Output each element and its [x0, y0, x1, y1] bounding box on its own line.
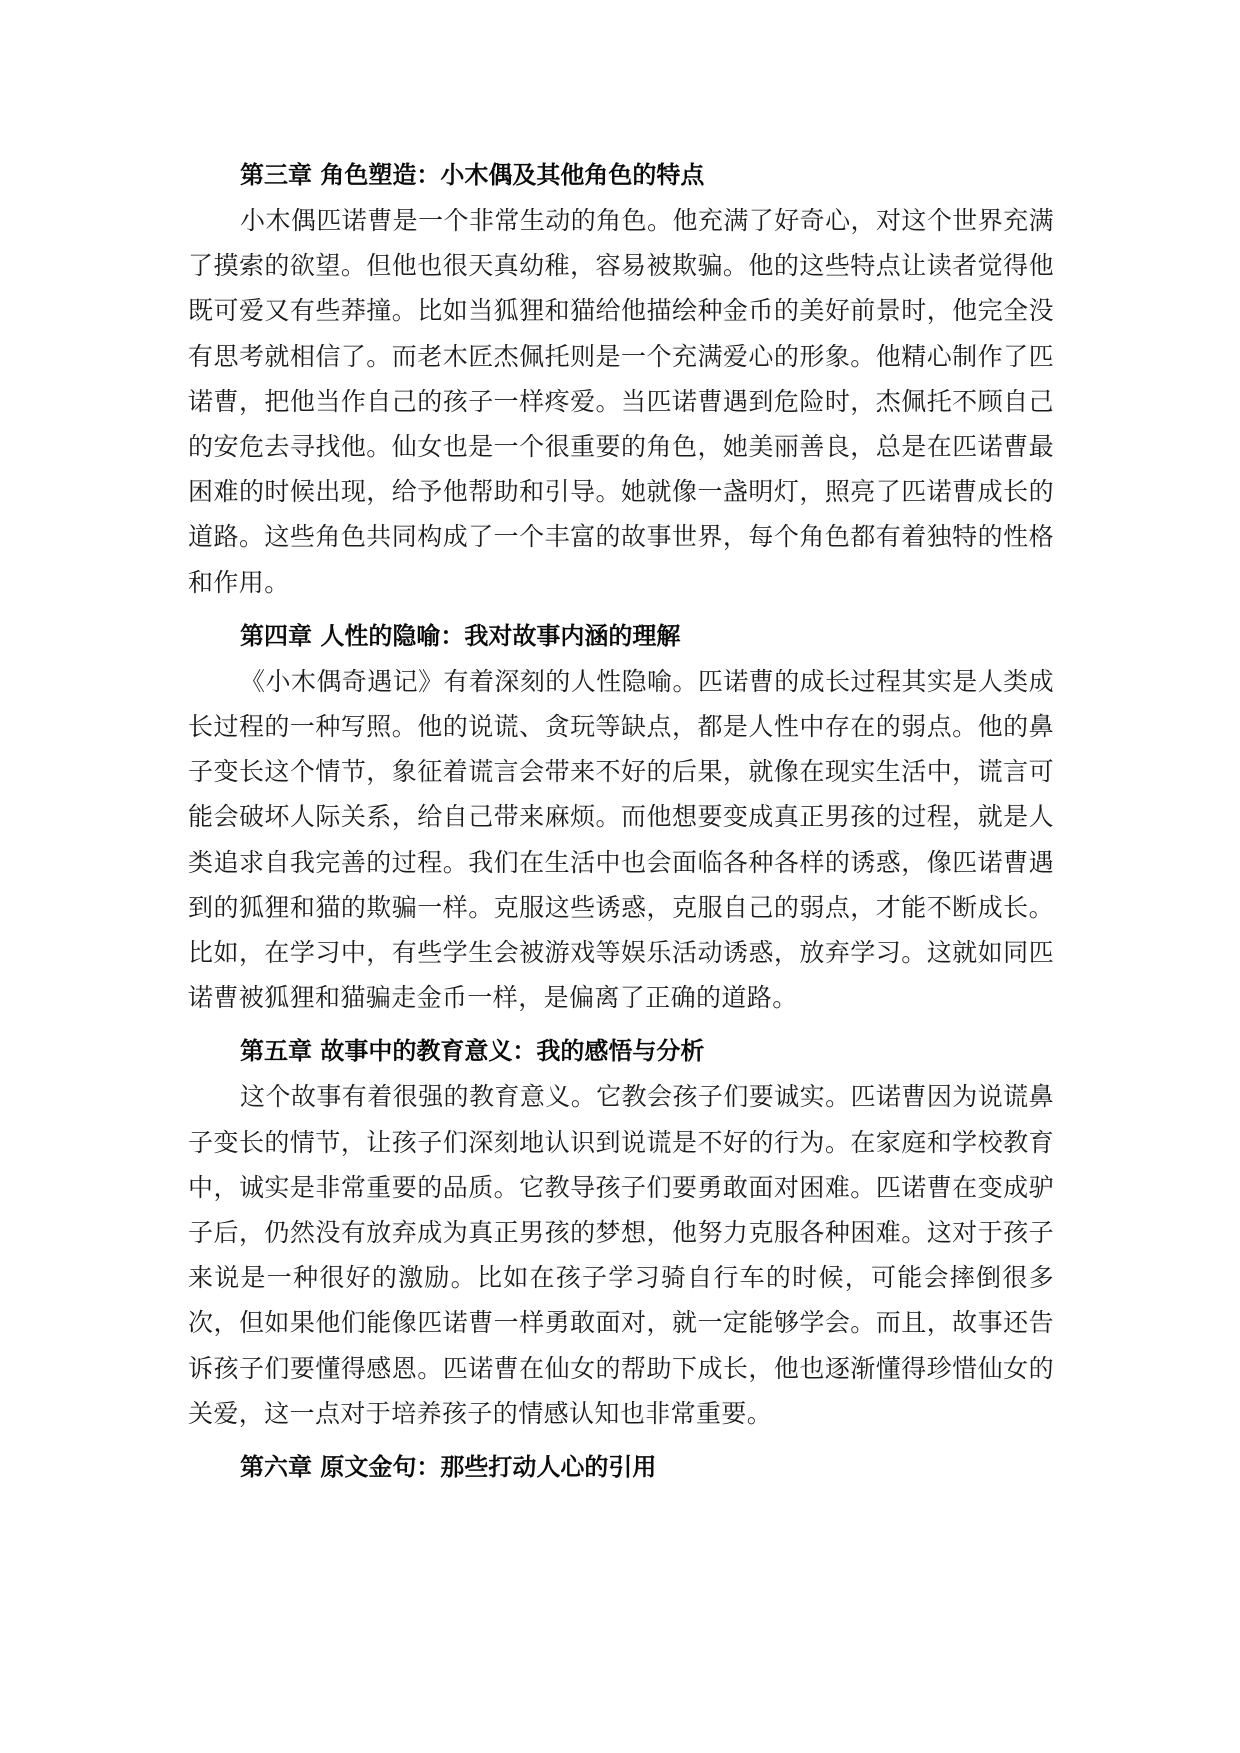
- chapter-5-heading: 第五章 故事中的教育意义：我的感悟与分析: [240, 1037, 705, 1066]
- chapter-3-paragraph: 小木偶匹诺曹是一个非常生动的角色。他充满了好奇心，对这个世界充满了摸索的欲望。但他也很天真幼稚，容易被欺骗。他的这些特点让读者觉得他既可爱又有些莽撞。比如当狐狸和猫给他描绘种金币的美好前景时，他完全没有思考就相信了。而老木匠杰佩托则是一个充满爱心的形象。他精心制作了匹诺曹，把他当作自己的孩子一样疼爱。当匹诺曹遇到危险时，杰佩托不顾自己的安危去寻找他。仙女也是一个很重要的角色，她美丽善良，总是在匹诺曹最困难的时候出现，给予他帮助和引导。她就像一盏明灯，照亮了匹诺曹成长的道路。这些角色共同构成了一个丰富的故事世界，每个角色都有着独特的性格和作用。: [188, 206, 1054, 597]
- chapter-4-paragraph: 《小木偶奇遇记》有着深刻的人性隐喻。匹诺曹的成长过程其实是人类成长过程的一种写照。他的说谎、贪玩等缺点，都是人性中存在的弱点。他的鼻子变长这个情节，象征着谎言会带来不好的后果，就像在现实生活中，谎言可能会破坏人际关系，给自己带来麻烦。而他想要变成真正男孩的过程，就是人类追求自我完善的过程。我们在生活中也会面临各种各样的诱惑，像匹诺曹遇到的狐狸和猫的欺骗一样。克服这些诱惑，克服自己的弱点，才能不断成长。比如，在学习中，有些学生会被游戏等娱乐活动诱惑，放弃学习。这就如同匹诺曹被狐狸和猫骗走金币一样，是偏离了正确的道路。: [188, 666, 1054, 1013]
- chapter-4-heading: 第四章 人性的隐喻：我对故事内涵的理解: [240, 621, 681, 650]
- document-page: [188, 152, 1054, 1490]
- chapter-3-heading: 第三章 角色塑造：小木偶及其他角色的特点: [240, 161, 705, 189]
- chapter-5-paragraph: 这个故事有着很强的教育意义。它教会孩子们要诚实。匹诺曹因为说谎鼻子变长的情节，让孩子们深刻地认识到说谎是不好的行为。在家庭和学校教育中，诚实是非常重要的品质。它教导孩子们要勇敢面对困难。匹诺曹在变成驴子后，仍然没有放弃成为真正男孩的梦想，他努力克服各种困难。这对于孩子来说是一种很好的激励。比如在孩子学习骑自行车的时候，可能会摔倒很多次，但如果他们能像匹诺曹一样勇敢面对，就一定能够学会。而且，故事还告诉孩子们要懂得感恩。匹诺曹在仙女的帮助下成长，他也逐渐懂得珍惜仙女的关爱，这一点对于培养孩子的情感认知也非常重要。: [188, 1082, 1054, 1428]
- chapter-6-heading: 第六章 原文金句：那些打动人心的引用: [240, 1453, 657, 1482]
